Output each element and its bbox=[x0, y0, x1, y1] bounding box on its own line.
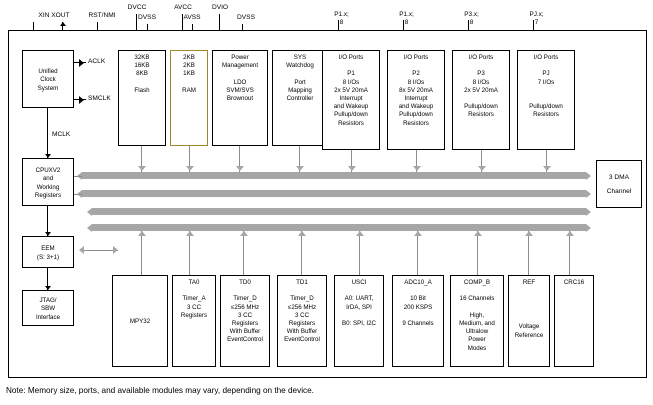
block-mpy32 bbox=[112, 275, 168, 367]
p1-line-1: I/O Ports bbox=[338, 54, 364, 61]
compb-line-7: Ultralow bbox=[465, 328, 489, 336]
ref-line-2 bbox=[528, 287, 530, 295]
pj-line-8: Resistors bbox=[533, 111, 559, 119]
cpu-bus-connector-2 bbox=[74, 194, 82, 195]
bus-bar-3-arrow-right bbox=[586, 208, 591, 216]
td1-line-5: 3 CC bbox=[294, 311, 310, 319]
adc-line-5 bbox=[417, 312, 419, 320]
usci-line-1: USCI bbox=[351, 279, 367, 286]
compb-line-8: Power bbox=[468, 336, 486, 344]
pmm-line-4: LDO bbox=[233, 78, 247, 86]
conn-bus-ref bbox=[528, 231, 529, 275]
adc-line-3: 10 Bit bbox=[410, 295, 426, 303]
ta0-line-4: 3 CC bbox=[186, 303, 202, 311]
p3-line-4: 8 I/Os bbox=[472, 78, 490, 86]
conn-bus-mpy32-arrow bbox=[138, 231, 146, 236]
cpu-line-4: Registers bbox=[34, 191, 62, 199]
td0-line-2 bbox=[244, 287, 246, 295]
pj-line-1: I/O Ports bbox=[533, 54, 559, 61]
block-ta0 bbox=[172, 275, 216, 367]
cpu-bus-connector bbox=[74, 176, 82, 177]
port-pin-p3-line1: P3.x; bbox=[464, 11, 479, 18]
pin-label-avss: AVSS bbox=[183, 14, 201, 21]
cpu-line-1: CPUXV2 bbox=[35, 167, 61, 175]
flash-line-4 bbox=[141, 79, 143, 87]
p2-line-9: Resistors bbox=[403, 119, 429, 127]
diagram-note: Note: Memory size, ports, and available modules may vary, depending on the device. bbox=[6, 386, 314, 395]
conn-bus-compb-arrow bbox=[474, 231, 482, 236]
p1-line-5: 2x 5V 20mA bbox=[334, 86, 368, 94]
compb-line-3: 16 Channels bbox=[459, 295, 495, 303]
flash-line-2: 16KB bbox=[134, 62, 150, 70]
pmm-line-6: Brownout bbox=[226, 95, 254, 103]
label-smclk: SMCLK bbox=[88, 95, 111, 102]
usci-line-2 bbox=[358, 287, 360, 295]
jtag-line-1: JTAG/ bbox=[39, 297, 57, 305]
compb-line-5: High, bbox=[469, 311, 485, 319]
pin-label-avcc: AVCC bbox=[174, 4, 192, 11]
p3-line-6 bbox=[480, 95, 482, 103]
p3-line-7: Pullup/down bbox=[464, 103, 498, 111]
label-mclk: MCLK bbox=[52, 131, 71, 138]
td1-line-7: With Buffer bbox=[286, 328, 318, 336]
block-crc16 bbox=[554, 275, 594, 367]
conn-pj-bus-arrow bbox=[543, 166, 551, 171]
p1-line-8: Pullup/down bbox=[334, 111, 368, 119]
usci-line-4: IrDA, SPI bbox=[346, 303, 372, 311]
block-io-port-p2 bbox=[387, 50, 445, 150]
p3-line-3: P3 bbox=[477, 70, 485, 78]
conn-bus-crc16-arrow bbox=[566, 231, 574, 236]
td0-line-8: EventControl bbox=[227, 336, 263, 344]
ram-line-3: 1KB bbox=[183, 70, 195, 78]
conn-bus-td0-arrow bbox=[240, 231, 248, 236]
td1-line-6: Registers bbox=[288, 320, 316, 328]
block-cpu bbox=[22, 158, 74, 206]
bus-bar-2-arrow-right bbox=[586, 190, 591, 198]
block-flash bbox=[118, 50, 166, 146]
compb-line-2 bbox=[476, 287, 478, 295]
bus-bar-3 bbox=[92, 208, 586, 215]
conn-bus-td0 bbox=[243, 231, 244, 275]
ram-line-4 bbox=[188, 79, 190, 87]
conn-bus-td1-arrow bbox=[298, 231, 306, 236]
clock-out-smclk-arrow bbox=[79, 96, 84, 104]
bus-bar-4-arrow-left bbox=[87, 224, 92, 232]
pj-line-3: PJ bbox=[542, 70, 550, 78]
bus-bar-1-arrow-right bbox=[586, 172, 591, 180]
sys-line-2: Watchdog bbox=[286, 62, 314, 70]
port-pin-pj-line1: PJ.x; bbox=[529, 11, 544, 18]
conn-sys-bus-arrow bbox=[296, 166, 304, 171]
td0-line-4: ≤256 MHz bbox=[230, 303, 260, 311]
pin-label-dvss: DVSS bbox=[138, 14, 156, 21]
cpu-line-2: and bbox=[42, 175, 54, 183]
block-jtag-sbw bbox=[22, 290, 74, 326]
p3-line-1: I/O Ports bbox=[468, 54, 494, 61]
conn-bus-ta0 bbox=[189, 231, 190, 275]
conn-pmm-bus-arrow bbox=[236, 166, 244, 171]
td1-line-1: TD1 bbox=[296, 279, 308, 286]
block-io-port-p1 bbox=[322, 50, 380, 150]
adc-line-4: 200 KSPS bbox=[403, 303, 433, 311]
pin-label-dvio: DVIO bbox=[211, 4, 229, 11]
block-adc10-a bbox=[392, 275, 444, 367]
block-eem bbox=[22, 236, 74, 268]
pj-line-2 bbox=[545, 62, 547, 70]
clock-mclk-line bbox=[47, 108, 48, 158]
bus-bar-2 bbox=[82, 190, 586, 197]
pmm-line-3 bbox=[239, 70, 241, 78]
pin-label-rst-nmi: RST/NMI bbox=[88, 12, 116, 19]
clock-line-2: Clock bbox=[40, 76, 56, 84]
block-comp-b bbox=[450, 275, 504, 367]
usci-line-6: B0: SPI, I2C bbox=[341, 320, 377, 328]
port-pin-p3-line2: 8 bbox=[469, 19, 474, 26]
ta0-line-3: Timer_A bbox=[182, 295, 206, 303]
port-pin-pj-line2: 7 bbox=[534, 19, 539, 26]
block-usci bbox=[334, 275, 384, 367]
jtag-line-2: SBW bbox=[40, 305, 56, 313]
clock-line-3: System bbox=[37, 84, 59, 92]
ref-line-4: Reference bbox=[514, 331, 544, 339]
compb-line-4 bbox=[476, 304, 478, 312]
conn-bus-usci bbox=[359, 231, 360, 275]
p1-line-6: Interrupt bbox=[339, 95, 363, 103]
conn-bus-adc-arrow bbox=[414, 231, 422, 236]
adc-line-6: 9 Channels bbox=[402, 320, 434, 328]
conn-bus-td1 bbox=[301, 231, 302, 275]
ref-line-1: REF bbox=[522, 279, 536, 286]
pj-line-6 bbox=[545, 95, 547, 103]
p2-line-8: Pullup/down bbox=[399, 111, 433, 119]
conn-p2-bus-arrow bbox=[413, 166, 421, 171]
compb-line-9: Modes bbox=[467, 344, 487, 352]
pmm-line-1: Power bbox=[231, 54, 249, 61]
p1-line-7: and Wakeup bbox=[333, 103, 369, 111]
p2-line-2 bbox=[415, 62, 417, 70]
p1-line-4: 8 I/Os bbox=[342, 78, 360, 86]
pin-arrow-xout bbox=[60, 22, 66, 26]
clock-line-1: Unified bbox=[38, 68, 58, 76]
block-ram bbox=[170, 50, 208, 146]
td1-line-3: Timer_D bbox=[290, 295, 314, 303]
cpu-line-3: Working bbox=[36, 183, 60, 191]
p3-line-8: Resistors bbox=[468, 111, 494, 119]
ta0-line-2 bbox=[193, 287, 195, 295]
eem-line-2: (S: 3+1) bbox=[36, 253, 60, 261]
ta0-line-5: Registers bbox=[180, 311, 208, 319]
p2-line-3: P2 bbox=[412, 70, 420, 78]
p2-line-4: 8 I/Os bbox=[407, 78, 425, 86]
port-pin-p2-line1: P1.x; bbox=[399, 11, 414, 18]
port-pin-p1-line2: 8 bbox=[339, 19, 344, 26]
td0-line-7: With Buffer bbox=[229, 328, 261, 336]
td0-line-6: Registers bbox=[231, 320, 259, 328]
ram-line-2: 2KB bbox=[183, 62, 195, 70]
eem-line-1: EEM bbox=[41, 245, 55, 253]
pj-line-5 bbox=[545, 87, 547, 95]
block-td0 bbox=[220, 275, 270, 367]
p3-line-2 bbox=[480, 62, 482, 70]
pin-label-xin-xout: XIN XOUT bbox=[38, 12, 70, 19]
dma-line-1: 3 DMA bbox=[608, 173, 630, 181]
p2-line-6: Interrupt bbox=[404, 95, 428, 103]
ta0-line-1: TA0 bbox=[188, 279, 200, 286]
compb-line-6: Medium, and bbox=[459, 320, 495, 328]
usci-line-5 bbox=[358, 312, 360, 320]
sys-line-1: SYS bbox=[293, 54, 307, 61]
pmm-line-2: Management bbox=[221, 62, 259, 70]
conn-bus-ref-arrow bbox=[525, 231, 533, 236]
clock-out-aclk-arrow bbox=[79, 59, 84, 67]
label-aclk: ACLK bbox=[88, 58, 106, 65]
block-io-port-pj bbox=[517, 50, 575, 150]
block-td1 bbox=[277, 275, 327, 367]
bus-bar-4 bbox=[92, 224, 586, 231]
flash-line-1: 32KB bbox=[134, 54, 150, 61]
ram-line-1: 2KB bbox=[183, 54, 195, 61]
conn-bus-usci-arrow bbox=[356, 231, 364, 236]
conn-p1-bus-arrow bbox=[348, 166, 356, 171]
bus-bar-1 bbox=[82, 172, 586, 179]
dma-line-3: Channel bbox=[606, 187, 632, 195]
sys-line-3 bbox=[299, 70, 301, 78]
block-sys-watchdog bbox=[272, 50, 328, 146]
p3-line-5: 2x 5V 20mA bbox=[464, 86, 498, 94]
conn-ram-bus-arrow bbox=[186, 166, 194, 171]
eem-bus-arrow-left bbox=[79, 246, 84, 254]
p2-line-5: 8x 5V 20mA bbox=[399, 86, 433, 94]
td0-line-1: TD0 bbox=[239, 279, 251, 286]
crc16-line-1: CRC16 bbox=[563, 279, 585, 286]
conn-bus-crc16 bbox=[569, 231, 570, 275]
pin-label-dvss-2: DVSS bbox=[237, 14, 255, 21]
p1-line-3: P1 bbox=[347, 70, 355, 78]
adc-line-2 bbox=[417, 287, 419, 295]
port-pin-p2-line2: 8 bbox=[404, 19, 409, 26]
conn-flash-bus-arrow bbox=[138, 166, 146, 171]
usci-line-3: A0: UART, bbox=[344, 295, 374, 303]
ref-line-3: Voltage bbox=[518, 323, 540, 331]
sys-line-4: Port bbox=[294, 78, 306, 86]
p2-line-1: I/O Ports bbox=[403, 54, 429, 61]
td0-line-5: 3 CC bbox=[237, 311, 253, 319]
bus-bar-3-arrow-left bbox=[87, 208, 92, 216]
conn-bus-ta0-arrow bbox=[186, 231, 194, 236]
block-io-port-p3 bbox=[452, 50, 510, 150]
jtag-line-3: Interface bbox=[35, 313, 61, 321]
flash-line-5: Flash bbox=[134, 86, 150, 94]
port-pin-p1-line1: P1.x; bbox=[334, 11, 349, 18]
p1-line-9: Resistors bbox=[338, 119, 364, 127]
pj-line-7: Pullup/down bbox=[529, 103, 563, 111]
p1-line-2 bbox=[350, 62, 352, 70]
block-ref bbox=[508, 275, 550, 367]
conn-bus-compb bbox=[477, 231, 478, 275]
p2-line-7: and Wakeup bbox=[398, 103, 434, 111]
pmm-line-5: SVM/SVS bbox=[226, 86, 254, 94]
conn-bus-adc bbox=[417, 231, 418, 275]
ram-line-5: RAM bbox=[182, 86, 196, 94]
block-dma bbox=[596, 160, 642, 208]
td1-line-8: EventControl bbox=[284, 336, 320, 344]
block-power-management bbox=[212, 50, 268, 146]
mpy32-line-3: MPY32 bbox=[129, 318, 151, 326]
td1-line-4: ≤256 MHz bbox=[287, 303, 317, 311]
conn-p3-bus-arrow bbox=[478, 166, 486, 171]
adc-line-1: ADC10_A bbox=[404, 279, 432, 286]
bus-bar-4-arrow-right bbox=[586, 224, 591, 232]
compb-line-1: COMP_B bbox=[463, 279, 491, 286]
sys-line-5: Mapping bbox=[288, 86, 312, 94]
block-unified-clock-system bbox=[22, 50, 74, 108]
conn-bus-mpy32 bbox=[141, 231, 142, 275]
sys-line-6: Controller bbox=[286, 95, 314, 103]
flash-line-3: 8KB bbox=[136, 70, 148, 78]
pin-label-dvcc: DVCC bbox=[127, 4, 147, 11]
eem-bus-arrow-right bbox=[113, 246, 118, 254]
dma-line-2 bbox=[618, 181, 620, 188]
td0-line-3: Timer_D bbox=[233, 295, 257, 303]
pj-line-4: 7 I/Os bbox=[537, 78, 555, 86]
td1-line-2 bbox=[301, 287, 303, 295]
